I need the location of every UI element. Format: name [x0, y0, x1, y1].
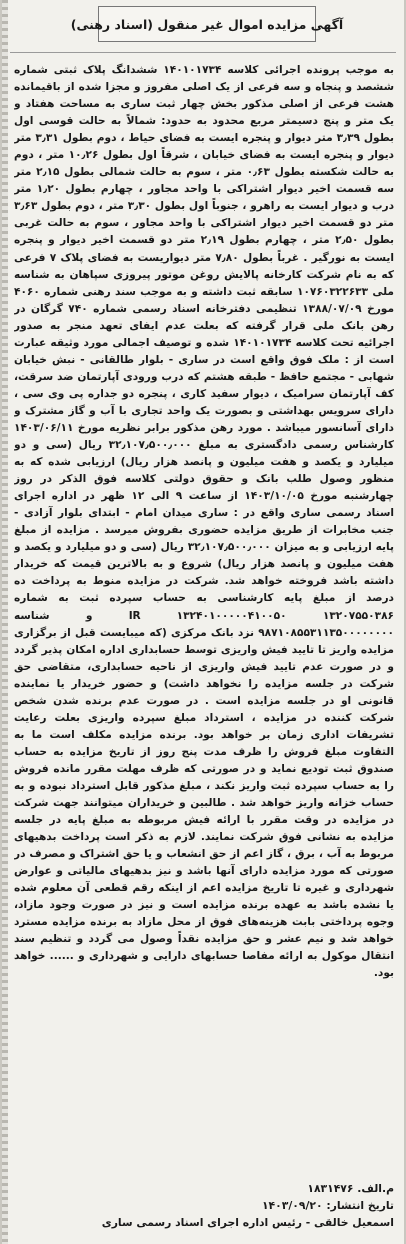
publish-date: تاریخ انتشار: ۱۴۰۳/۰۹/۲۰	[261, 1199, 394, 1212]
torn-edge	[2, 0, 8, 1244]
divider	[10, 52, 396, 53]
notice-footer	[14, 1180, 394, 1231]
signature-line: اسمعیل خالقی - رئیس اداره اجرای اسناد رسمی ساری	[101, 1216, 394, 1229]
notice-title: آگهی مزایده اموال غیر منقول (اسناد رهنی)	[70, 16, 344, 32]
notice-header	[70, 6, 344, 42]
notice-text: به موجب پرونده اجرائی کلاسه ۱۴۰۱۰۱۷۳۴ ششدانگ پلاک ثبتی شماره ششصد و پنجاه و سه فرعی از یک اصلی مفروز و مجزا شده از باقیمانده هشت فرعی از اصلی مذکور بخش چهار ثبت ساری به مساحت هفتاد و یک متر و پنج دسیمتر مربع محدود به حدود: شمالاً به حالت قوسی اول بطول ۳٫۳۹ متر دیوار و پنجره ایست به فضای حیاط ، دوم بطول ۳٫۳۱ متر دیوار و پنجره ایست به فضای خیابان ، شرقاً اول بطول ۱۰٫۲۶ متر ، دوم به حالت شکسته بطول ۰٫۶۳ متر ، سوم به حالت شمالی بطول ۲٫۱۵ متر سه قسمت اخیر دیوار اشتراکی با واحد مجاور ، چهارم بطول ۱٫۲۰ متر درب و دیوار ایست به راهرو ، جنوباً اول بطول ۳٫۳۰ متر ، دوم بطول ۳٫۶۳ متر دو قسمت اخیر دیوار اشتراکی با واحد مجاور ، سوم به حالت غربی بطول ۲٫۵۰ متر ، چهارم بطول ۲٫۱۹ متر دو قسمت اخیر دیوار و پنجره ایست به نورگیر . غرباً بطول ۷٫۸۰ متر دیواریست به فضای پلاک ۷ فرعی که به نام شرکت کارخانه پالایش روغن موتور پیروزی سپاهان به شناسه ملی ۱۰۷۶۰۳۲۲۶۳۳ سابقه ثبت داشته و به موجب سند رهنی شماره ۴۰۶۰ مورخ ۱۳۸۸/۰۷/۰۹ تنظیمی دفترخانه اسناد رسمی شماره ۷۴۰ گرگان در رهن بانک ملی قرار گرفته که بعلت عدم ایفای تعهد منجر به صدور اجرائیه تحت کلاسه ۱۴۰۱۰۱۷۳۴ شده و توصیف اجمالی مورد وثیقه عبارت است از : ملک فوق واقع است در ساری - بلوار طالقانی - نبش خیابان شهابی - مجتمع حافظ - طبقه هشتم که درب ورودی آپارتمان ضد سرقت، کف آپارتمان سرامیک ، دیوار سفید کاری ، پنجره دو جداره پی وی سی ، دارای سرویس بهداشتی و بصورت یک واحد تجاری با آب و گاز مشترک و دارای آسانسور میباشد . مورد رهن مذکور برابر نظریه مورخ ۱۴۰۳/۰۶/۱۱ کارشناس رسمی دادگستری به مبلغ ۳۲٫۱۰۷٫۵۰۰٫۰۰۰ ریال (سی و دو میلیارد و یکصد و هفت میلیون و پانصد هزار ریال) ارزیابی شده که به منظور وصول طلب بانک و حقوق دولتی کلاسه فوق الذکر در روز چهارشنبه مورخ ۱۴۰۳/۱۰/۰۵ از ساعت ۹ الی ۱۲ ظهر در اداره اجرای اسناد رسمی ساری واقع در : ساری میدان امام - ابتدای بلوار آزادی - جنب مخابرات از طریق مزایده حضوری بفروش میرسد . مزایده از مبلغ پایه ارزیابی و به میزان ۳۲٫۱۰۷٫۵۰۰٫۰۰۰ ریال (سی و دو میلیارد و یکصد و هفت میلیون و پانصد هزار ریال) شروع و به بالاترین قیمت که خریدار داشته باشد فروخته خواهد شد. شرکت در مزایده منوط به پرداخت ده درصد از مبلغ پایه کارشناسی به حساب سپرده ثبت به شماره ۱۳۲۰۷۵۵۰۳۸۶ IR ۱۳۲۴۰۱۰۰۰۰۰۴۱۰۰۵۰ و شناسه ۹۸۷۱۰۸۵۵۳۱۱۳۵۰۰۰۰۰۰۰۰ نزد بانک مرکزی (که میبایست قبل از برگزاری مزایده واریز تا تایید فیش واریزی توسط حسابداری اداره امکان پذیر گردد و در صورت عدم تایید فیش واریزی از ناحیه حسابداری، متقاضی حق شرکت در جلسه مزایده را نخواهد داشت) و حضور خریدار یا نماینده قانونی او در جلسه مزایده است . در صورت عدم برنده شدن شخص شرکت کننده در مزایده ، استرداد مبلغ سپرده واریزی بعلت رعایت تشریفات اداری زمان بر خواهد بود. برنده مزایده مکلف است ما به التفاوت مبلغ فروش را ظرف مدت پنج روز از تاریخ مزایده به حساب صندوق ثبت تودیع نماید و در صورتی که ظرف مهلت مقرر مانده فروش را به حساب سپرده ثبت واریز نکند ، مبلغ مذکور قابل استرداد نبوده و به حساب خزانه واریز خواهد شد . طالبین و خریداران میتوانند جهت شرکت در مزایده در وقت مقرر با ارائه فیش مربوطه به مبلغ پایه در جلسه مزایده به نشانی فوق شرکت نمایند. لازم به ذکر است پرداخت بدهیهای مربوط به آب ، برق ، گاز اعم از حق انشعاب و یا حق اشتراک و مصرف در صورتی که مورد مزایده دارای آنها باشد و نیز بدهیهای مالیاتی و عوارض شهرداری و غیره تا تاریخ مزایده اعم از اینکه رقم قطعی آن معلوم شده یا نشده باشد به عهده برنده مزایده است و نیز در صورت وجود مازاد، وجوه پرداختی بابت هزینه‌های فوق از محل مازاد به برنده مزایده مسترد خواهد شد و نیم عشر و حق مزایده نقداً وصول می گردد و تنظیم سند انتقال موکول به ارائه مفاصا حسابهای دارایی و شهرداری و ...... خواهد بود.	[14, 64, 394, 980]
notice-body	[14, 62, 394, 1180]
reference-code: م.الف. ۱۸۳۱۴۷۶	[307, 1182, 394, 1195]
